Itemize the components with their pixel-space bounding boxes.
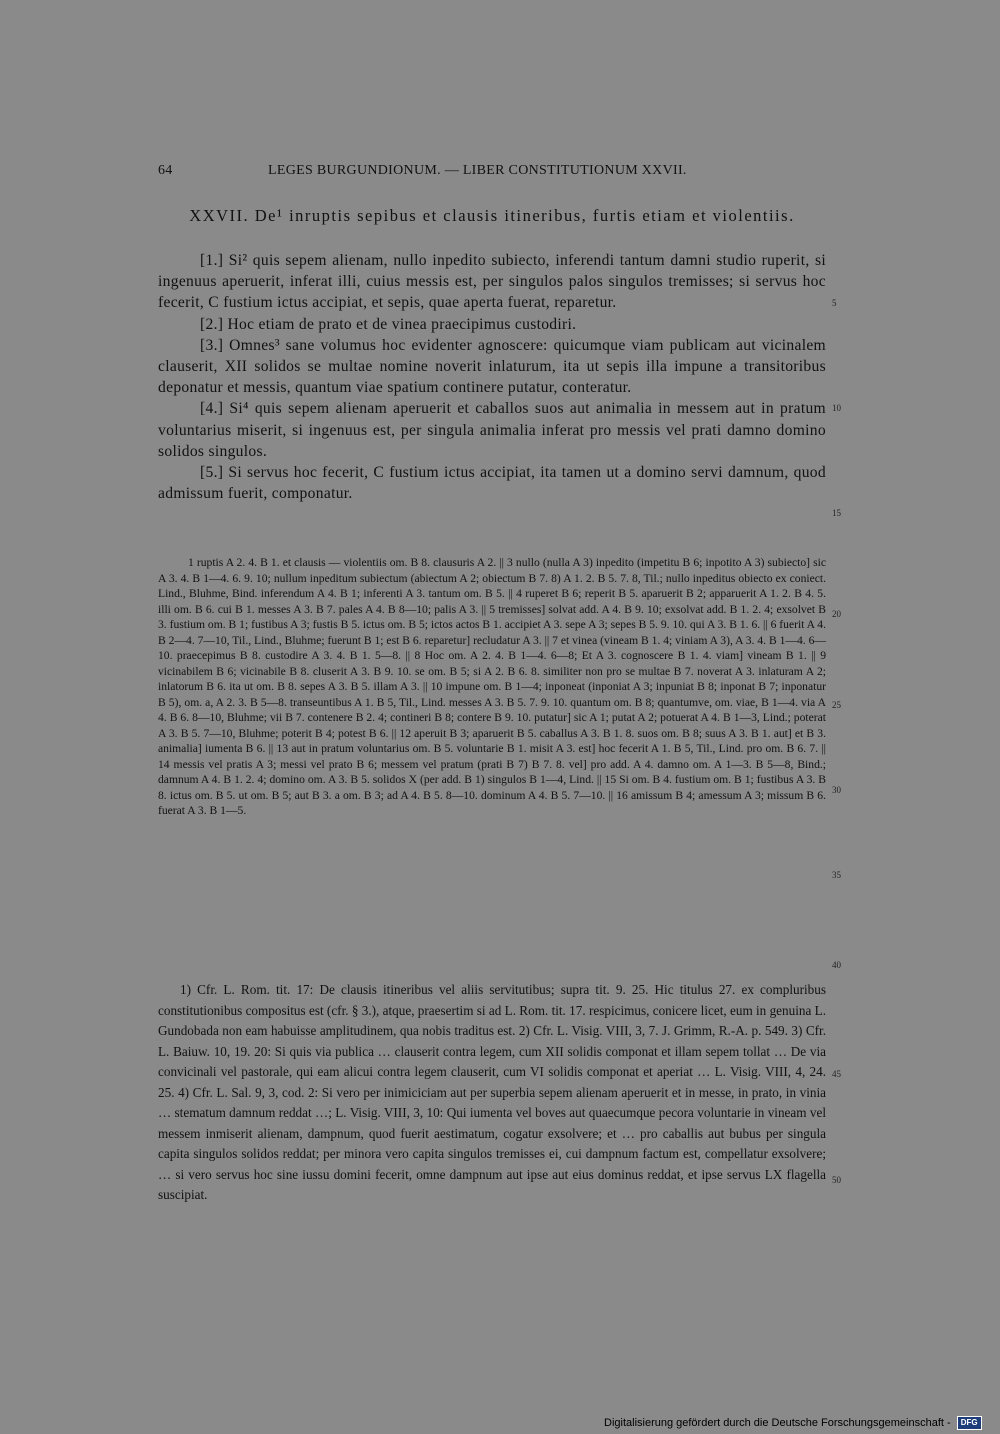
dfg-logo: DFG: [957, 1416, 982, 1430]
line-number: 25: [832, 700, 841, 710]
paragraph-5: [5.] Si servus hoc fecerit, C fustium ictus accipiat, ita tamen ut a domino servi damnum, quod admissum fuerit, componatur.: [158, 464, 826, 503]
line-number: 20: [832, 609, 841, 619]
line-number: 50: [832, 1175, 841, 1185]
footnotes: [158, 980, 826, 1206]
paragraph-1: [1.] Si² quis sepem alienam, nullo inpedito subiecto, inferendi tantum damni studio ruperit, si ingenuus aperuerit, inferat illi, cuius messis est, per singulos palos singulos tremisses; si servus hoc fecerit, C fustium ictus accipiat, et sepis, quae aperta fuerat, reparetur.: [158, 252, 826, 312]
paragraph-4: [4.] Si⁴ quis sepem alienam aperuerit et caballos suos aut animalia in messem aut in pratum voluntarius miserit, si ingenuus est, per singula animalia inferat pro messis vel prati damno domino solidos singulos.: [158, 400, 826, 460]
line-number: 5: [832, 298, 837, 308]
footer-text: Digitalisierung gefördert durch die Deutsche Forschungsgemeinschaft -: [604, 1416, 951, 1429]
running-title: LEGES BURGUNDIONUM. — LIBER CONSTITUTIONUM XXVII.: [268, 163, 687, 178]
line-number: 30: [832, 785, 841, 795]
page-number: 64: [158, 163, 173, 178]
apparatus-text: 1 ruptis A 2. 4. B 1. et clausis — violentiis om. B 8. clausuris A 2. || 3 nullo (nulla A 3) inpedito (impetitu B 6; inpotito A 3) subiecto] sic A 3. 4. B 1—4. 6. 9. 10; nullum inpeditum subiectum (abiectum A 2; obiectum B 7. 8) A 1. 2. B 5. 7. 8, Til.; nullo inpeditus obiecto ex coniect. Lind., Bluhme, Bind. inferendum A 4. B 1; inferenti A 3. tantum om. B 5. || 4 ruperet B 6; reperit B 5. aparuerit B 2; apparuerit A 1. 2. B 4. 5. illi om. B 6. cui B 1. messes A 3. B 7. pales A 4. B 8—10; palis A 3. || 5 tremisses] solvat add. A 4. B 9. 10; exsolvat add. B 1. 2. 4; exsolvet B 3. fustium om. B 1; fustibus A 3; fustis B 5. ictus om. B 5; ictos actos B 1. accipiet A 3. sepe A 3; sepes B 5. 9. 10. qui A 3. B 1. 6. || 6 fuerit A 4. B 2—4. 7—10, Til., Lind., Bluhme; fuerunt B 1; est B 6. reparetur] recludatur A 3. || 7 et vinea (vineam B 1. 4; viniam A 3), A 3. 4. B 1—4. 6—10. praecepimus B 8. custodire A 3. 4. B 1. 5—8. || 8 Hoc om. A 2. 4. B 1—4. 6—8; Et A 3. cognoscere B 1. 4. viam] vineam B 1. || 9 vicinabilem B 6; vicinabile B 8. cluserit A 3. B 9. 10. se om. B 5; si A 2. B 6. 8. similiter non pro se multae B 7. noverat A 3. inlaturam A 2; inlatorum B 6. ita ut om. B 8. sepes A 3. B 5. illam A 3. || 10 impune om. B 1—4; inponeat (inponiat A 3; inpuniat B 8; inponat B 7; inponatur B 5), om. a, A 2. 3. B 5—8. transeuntibus A 1. B 5, Til., Lind. messes A 3. B 5. 7. 9. 10. quantum om. B 8; quantumve, om. viae, B 1—4. via A 4. B 6. 8—10, Bluhme; vii B 7. contenere B 2. 4; contineri B 8; contere B 9. 10. putatur] sic A 1; putat A 2; potuerat A 4. B 1—3, Lind.; poterat A 3. B 5. 7—10, Bluhme; poterit B 4; potest B 6. || 12 aperuit B 3; aparuerit B 5. caballus A 3. B 1. 8. suos om. B 8; suus A 3. B 1. aut] et B 3. animalia] iumenta B 6. || 13 aut in pratum voluntarius om. B 5. voluntarie B 1. misit A 3. est] hoc fecerit A 1. B 5, Til., Lind. pro om. B 6. 7. || 14 messis vel pratis A 3; messi vel prato B 6; messem vel pratum (prati B 7) B 7. 8. vel] pro add. A 4. damno om. A 1—3. B 5—8, Bind.; damnum A 4. B 1. 2. 4; domino om. A 3. B 5. solidos X (per add. B 1) singulos B 1—4, Lind. || 15 Si om. B 4. fustium om. B 1; fustibus A 3. B 8. ictus om. B 5. ut om. B 5; aut B 3. a om. B 3; ad A 4. B 5. 8—10. dominum A 4. B 5. 7—10. || 16 amissum B 4; amessum A 3; missum B 6. fuerat A 3. B 1—5.: [158, 556, 826, 817]
footer-credit: [604, 1416, 982, 1430]
line-number: 45: [832, 1069, 841, 1079]
line-number: 10: [832, 403, 841, 413]
paragraph-2: [2.] Hoc etiam de prato et de vinea praecipimus custodiri.: [200, 315, 577, 333]
line-number: 40: [832, 960, 841, 970]
line-number: 35: [832, 870, 841, 880]
critical-apparatus: [158, 555, 826, 819]
footnotes-text: 1) Cfr. L. Rom. tit. 17: De clausis itineribus vel aliis servitutibus; supra tit. 9. 25. Hic titulus 27. ex compluribus constitutionibus compositus est (cfr. § 3.), atque, praesertim si ad L. Rom. tit. 17. respicimus, conicere licet, eum in genuina L. Gundobada non eam habuisse amplitudinem, qua nobis traditus est. 2) Cfr. L. Visig. VIII, 3, 7. J. Grimm, R.-A. p. 549. 3) Cfr. L. Baiuw. 10, 19. 20: Si quis via publica … clauserit contra legem, cum XII solidis componat et illam sepem tollat … De via convicinali vel pastorale, qui eam alicui contra legem clauserit, cum VI solidis componat et aperiat … L. Visig. VIII, 4, 24. 25. 4) Cfr. L. Sal. 9, 3, cod. 2: Si vero per inimiciciam aut per superbia sepem alienam aperuerit et in messe, in prato, in vinia … stematum damnum reddat …; L. Visig. VIII, 3, 10: Qui iumenta vel boves aut quaecumque pecora voluntarie in vineam vel messem inmiserit alienam, dampnum, quod fuerit aestimatum, cogatur exsolvere; et … pro caballis aut bubus per singula capita singulos solidos reddat; per minora vero capita singulos tremisses ei, cui dampnum factum est, compellatur exsolvere; … si vero servus hoc sine iussu domini fecerit, omne dampnum aut ipse aut eius dominus reddat, et ipse servus LX flagella suscipiat.: [158, 982, 826, 1202]
paragraph-3: [3.] Omnes³ sane volumus hoc evidenter agnoscere: quicumque viam publicam aut vicinalem clauserit, XII solidos se multae nomine noverit inlaturum, ita ut sepis illa impune a transitoribus deponatur et messis, quantum viae spatium continere putatur, conteratur.: [158, 336, 826, 397]
line-number: 15: [832, 508, 841, 518]
main-text: [158, 250, 826, 504]
chapter-title: XXVII. De¹ inruptis sepibus et clausis itineribus, furtis etiam et violentiis.: [189, 206, 795, 225]
running-header: [158, 163, 826, 183]
